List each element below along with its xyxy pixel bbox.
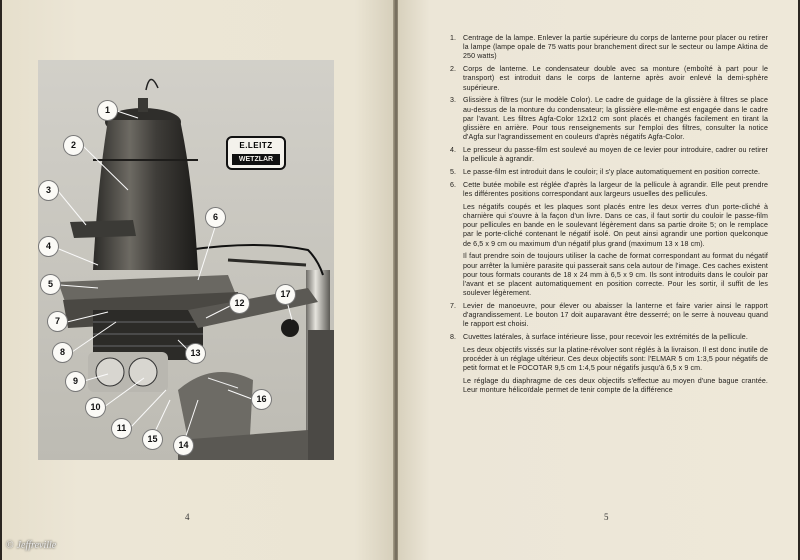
numbered-item xyxy=(450,146,768,164)
callout-6: 6 xyxy=(206,208,225,227)
callout-16: 16 xyxy=(252,390,271,409)
item-number: 1. xyxy=(450,34,457,42)
numbered-item xyxy=(450,168,768,177)
numbered-item xyxy=(450,65,768,93)
callout-7: 7 xyxy=(48,312,67,331)
item-number: 8. xyxy=(450,333,457,342)
item-number: 4. xyxy=(450,146,457,155)
item-text: Il faut prendre soin de toujours utiliser la cache de format correspondant au format du négatif pour arrêter la lumière parasite qui passerait sans cela autour de l'image. Ces caches existent pour tous formats courants de 18 x 24 mm à 6,5 x 9 cm. Ils sont introduits dans le couloir par l'avant et se placent automatiquement en position correcte. Pour les sortir, il suffit de les soulever légèrement. xyxy=(463,252,768,298)
item-text: Cuvettes latérales, à surface intérieure lisse, pour recevoir les extrémités de la pellicule. xyxy=(463,333,748,342)
item-number: 3. xyxy=(450,96,457,105)
instructions-text xyxy=(450,34,768,399)
callout-13: 13 xyxy=(186,344,205,363)
numbered-item xyxy=(450,333,768,342)
item-text: Les deux objectifs vissés sur la platine-révolver sont réglés à la livraison. Il est donc inutile de procéder à un réglage ultérieur. Ces deux objectifs sont: l'ELMAR 5 cm 1:3,5 pour négatifs de petit format et le FOCOTAR 9,5 cm 1:4,5 pour négatifs jusqu'à 6,5 x 9 cm. xyxy=(463,346,768,373)
item-text: Glissière à filtres (sur le modèle Color). Le cadre de guidage de la glissière à filtres se place au-dessus de la monture du condensateur; la glissière elle-même est engagée dans le cadre par l'avant. Les filtres Agfa-Color 12x12 cm sont placés et changés facilement en tirant la glissière en arrière. Pour tous renseignements sur l'emploi des filtres, consulter la notice d'Agfa sur l'agrandissement en couleurs d'après négatifs Agfa-Color. xyxy=(463,96,768,142)
callout-14: 14 xyxy=(174,436,193,455)
callout-1: 1 xyxy=(98,101,117,120)
item-text: Levier de manoeuvre, pour élever ou abaisser la lanterne et faire varier ainsi le rapport d'agrandissement. Le bouton 17 doit auparavant être desserré; on le serre à nouveau quand le rapport est choisi. xyxy=(463,302,768,329)
item-text: Cette butée mobile est réglée d'après la largeur de la pellicule à agrandir. Elle peut prendre les différentes positions correspondant aux largeurs usuelles des pellicules. xyxy=(463,180,768,199)
callout-5: 5 xyxy=(41,275,60,294)
item-text: Le passe-film est introduit dans le couloir; il s'y place automatiquement en position correcte. xyxy=(463,168,761,177)
item-number: 2. xyxy=(450,65,457,74)
leitz-logo xyxy=(226,136,286,170)
numbered-item xyxy=(450,96,768,142)
callout-15: 15 xyxy=(143,430,162,449)
watermark-text: Jeffreville xyxy=(16,540,57,551)
item-text: Le presseur du passe-film est soulevé au moyen de ce levier pour introduire, cadrer ou retirer la pellicule à agrandir. xyxy=(463,146,768,164)
item-text: Corps de lanterne. Le condensateur double avec sa monture (emboîté à part pour le transport) est introduit dans le corps de lanterne après avoir enlevé la demi-sphère supérieure. xyxy=(463,65,768,92)
enlarger-illustration xyxy=(38,60,334,460)
numbered-item xyxy=(450,181,768,199)
paragraph xyxy=(450,377,768,395)
callout-11: 11 xyxy=(112,419,131,438)
page-number-right: 5 xyxy=(604,512,609,522)
numbered-item xyxy=(450,302,768,330)
item-text: Les négatifs coupés et les plaques sont placés entre les deux verres d'un porte-cliché à charnière qui s'ouvre à la façon d'un livre. Dans ce cas, il faut sortir du couloir le passe-film pour pellicules en bande en le soulevant légèrement dans sa partie droite 5; on le remplace par le porte-cliché contenant le négatif isolé. On peut ainsi agrandir une portion quelconque de 6,5 x 9 cm ou maximum d'un négatif plus grand (maximum 13 x 18 cm). xyxy=(463,202,768,248)
item-number: 5. xyxy=(450,168,457,177)
callout-10: 10 xyxy=(86,398,105,417)
watermark xyxy=(6,540,56,551)
numbered-item xyxy=(450,34,768,62)
callout-3: 3 xyxy=(39,181,58,200)
callout-4: 4 xyxy=(39,237,58,256)
copyright-symbol: © xyxy=(6,540,14,551)
item-number: 7. xyxy=(450,302,457,311)
callout-8: 8 xyxy=(53,343,72,362)
paragraph xyxy=(450,203,768,249)
item-text: Centrage de la lampe. Enlever la partie supérieure du corps de lanterne pour placer ou retirer la lampe (lampe opale de 75 watts pour branchement direct sur le secteur ou lampe Aktina de 250 watts) xyxy=(463,34,768,61)
leitz-logo-bottom: WETZLAR xyxy=(232,154,280,165)
enlarger-photo xyxy=(38,60,334,460)
callout-9: 9 xyxy=(66,372,85,391)
page-number-left: 4 xyxy=(185,512,190,522)
callout-2: 2 xyxy=(64,136,83,155)
left-page xyxy=(2,0,394,560)
paragraph xyxy=(450,252,768,298)
callout-17: 17 xyxy=(276,285,295,304)
item-text: Le réglage du diaphragme de ces deux objectifs s'effectue au moyen d'une bague crantée. Leur monture hélicoïdale permet de tenir compte de la différence xyxy=(463,377,768,395)
callout-12: 12 xyxy=(230,294,249,313)
item-number: 6. xyxy=(450,180,457,189)
leitz-logo-top: E.LEITZ xyxy=(239,141,273,150)
paragraph xyxy=(450,346,768,374)
